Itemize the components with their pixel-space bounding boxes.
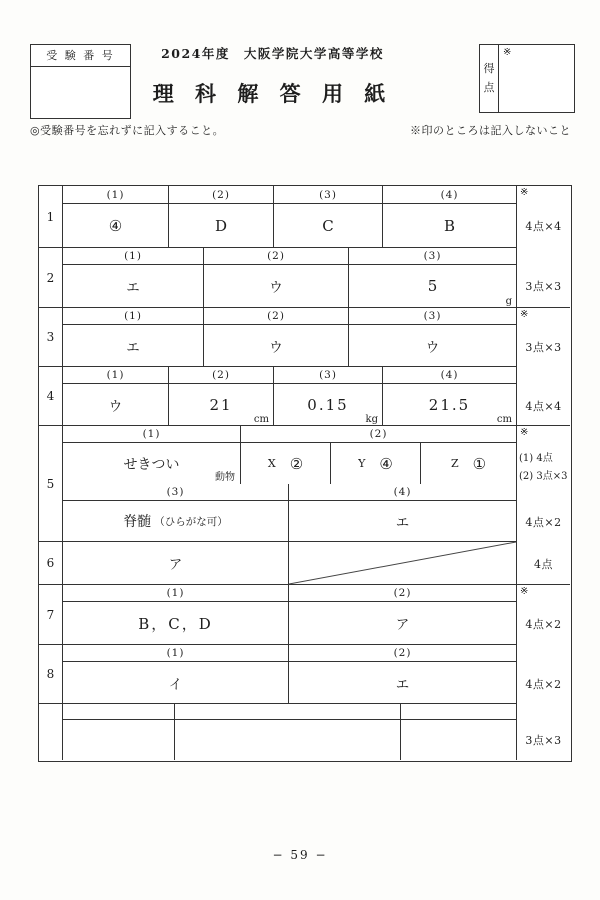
question-row-9 <box>39 704 516 760</box>
answer-note: （ひらがな可） <box>154 515 228 528</box>
answer-cell: D <box>169 204 274 247</box>
answer-cell: 21.5 cm <box>428 395 512 425</box>
part-label: (2) <box>393 647 412 659</box>
unused-cell <box>289 542 516 584</box>
sub-label: Z <box>450 457 459 470</box>
part-label: (2) <box>169 367 274 383</box>
points-label: (2) 3点×3 <box>519 471 568 482</box>
points-group-7-9 <box>517 585 570 759</box>
unit-label: cm <box>496 414 512 425</box>
answer-cell: C <box>274 204 383 247</box>
page-number: − 59 − <box>272 848 328 862</box>
answer-cell: ウ <box>204 265 349 307</box>
points-label: 4点×2 <box>525 678 562 691</box>
answer-cell: 0.15 kg <box>274 384 383 425</box>
question-number: 7 <box>39 585 63 644</box>
star-mark: ※ <box>520 187 529 198</box>
part-label <box>401 704 516 719</box>
part-label: (3) <box>274 367 383 383</box>
points-label: (1) 4点 <box>519 453 553 464</box>
answer-cell-x: X ② <box>241 443 331 484</box>
points-label: 3点×3 <box>525 341 562 354</box>
part-label: (4) <box>393 486 412 498</box>
answer-table <box>38 185 572 762</box>
answer-cell: ウ <box>63 384 169 425</box>
part-label: (3) <box>423 310 442 322</box>
answer-cell: 脊髄 （ひらがな可） <box>63 501 289 541</box>
points-group-1-2 <box>517 186 570 308</box>
instruction-right: ※印のところは記入しないこと <box>410 124 571 137</box>
part-label: (4) <box>440 188 459 201</box>
answer-cell: せきつい 動物 <box>63 443 241 484</box>
question-row-2 <box>39 248 516 308</box>
question-row-6 <box>39 542 516 585</box>
points-label: 4点×2 <box>525 516 562 529</box>
answer-cell: エ <box>395 515 410 531</box>
answer-cell: B，C，D <box>63 602 289 644</box>
part-label: (2) <box>169 186 274 203</box>
question-row-7 <box>39 585 516 645</box>
question-number <box>39 704 63 760</box>
title-block <box>0 44 545 108</box>
question-number: 1 <box>39 186 63 247</box>
part-label: (3) <box>274 186 383 203</box>
points-label: 3点×3 <box>525 280 562 293</box>
question-number: 4 <box>39 367 63 425</box>
question-number: 2 <box>39 248 63 307</box>
question-number: 5 <box>39 426 63 541</box>
question-number: 3 <box>39 308 63 366</box>
star-mark: ※ <box>520 586 529 597</box>
points-column <box>516 186 570 760</box>
star-mark: ※ <box>520 309 529 320</box>
answer-cell: エ <box>395 676 410 693</box>
points-label: 4点×4 <box>525 400 562 413</box>
points-group-3-4 <box>517 308 570 426</box>
sheet-title: 理 科 解 答 用 紙 <box>152 81 393 106</box>
answer-cell: 21 cm <box>169 384 274 425</box>
question-row-1 <box>39 186 516 248</box>
answer-cell: ウ <box>204 325 349 366</box>
part-label: (3) <box>63 484 289 500</box>
answer-cell <box>175 720 401 760</box>
part-label: (2) <box>369 428 388 440</box>
part-label: (1) <box>63 585 289 601</box>
answer-cell-y: Y ④ <box>331 443 421 484</box>
part-label: (1) <box>63 367 169 383</box>
sub-label: X <box>267 457 276 470</box>
points-label: 3点×3 <box>525 734 562 747</box>
answer-cell <box>63 720 175 760</box>
part-label: (1) <box>63 248 204 264</box>
part-label: (2) <box>204 248 349 264</box>
question-number: 6 <box>39 542 63 584</box>
part-label <box>175 704 401 719</box>
sub-label: Y <box>358 457 366 470</box>
points-label: 4点 <box>534 558 553 571</box>
answer-cell: イ <box>63 662 289 703</box>
answer-cell: エ <box>63 265 204 307</box>
part-label: (2) <box>393 587 412 599</box>
score-star-mark: ※ <box>503 47 512 58</box>
preprinted-suffix: 動物 <box>215 472 235 483</box>
part-label: (4) <box>440 369 459 381</box>
question-row-4 <box>39 367 516 426</box>
unit-label: cm <box>253 414 269 425</box>
answer-cell: ア <box>63 542 289 584</box>
points-label: 4点×2 <box>525 618 562 631</box>
part-label: (3) <box>423 250 442 262</box>
diagonal-line <box>289 542 516 584</box>
answer-cell <box>401 720 516 760</box>
exam-number-label: 受 験 番 号 <box>31 45 130 67</box>
part-label: (1) <box>63 426 241 442</box>
answer-cell: ④ <box>63 204 169 247</box>
unit-label: kg <box>365 414 378 425</box>
points-label: 4点×4 <box>525 220 562 233</box>
part-label: (2) <box>204 308 349 324</box>
part-label: (1) <box>63 186 169 203</box>
answer-cell: B <box>443 216 456 235</box>
answer-cell: ア <box>395 617 410 633</box>
score-label: 得 点 <box>480 45 499 112</box>
part-label: (1) <box>63 645 289 661</box>
score-box <box>479 44 575 113</box>
score-input-area <box>499 45 574 112</box>
unit-label: g <box>505 296 512 307</box>
question-row-8 <box>39 645 516 704</box>
question-row-3 <box>39 308 516 367</box>
question-row-5 <box>39 426 516 542</box>
part-label <box>63 704 175 719</box>
points-group-5-6 <box>517 426 570 585</box>
answer-cell: エ <box>63 325 204 366</box>
question-number: 8 <box>39 645 63 703</box>
school-year-line: 2024年度 大阪学院大学高等学校 <box>161 46 384 61</box>
star-mark: ※ <box>520 427 529 438</box>
answer-cell: 5 g <box>427 277 512 307</box>
answer-cell: ウ <box>425 339 440 356</box>
answer-cell-z: Z ① <box>450 454 487 473</box>
instruction-left: ◎受験番号を忘れずに記入すること。 <box>30 124 225 137</box>
part-label: (1) <box>63 308 204 324</box>
